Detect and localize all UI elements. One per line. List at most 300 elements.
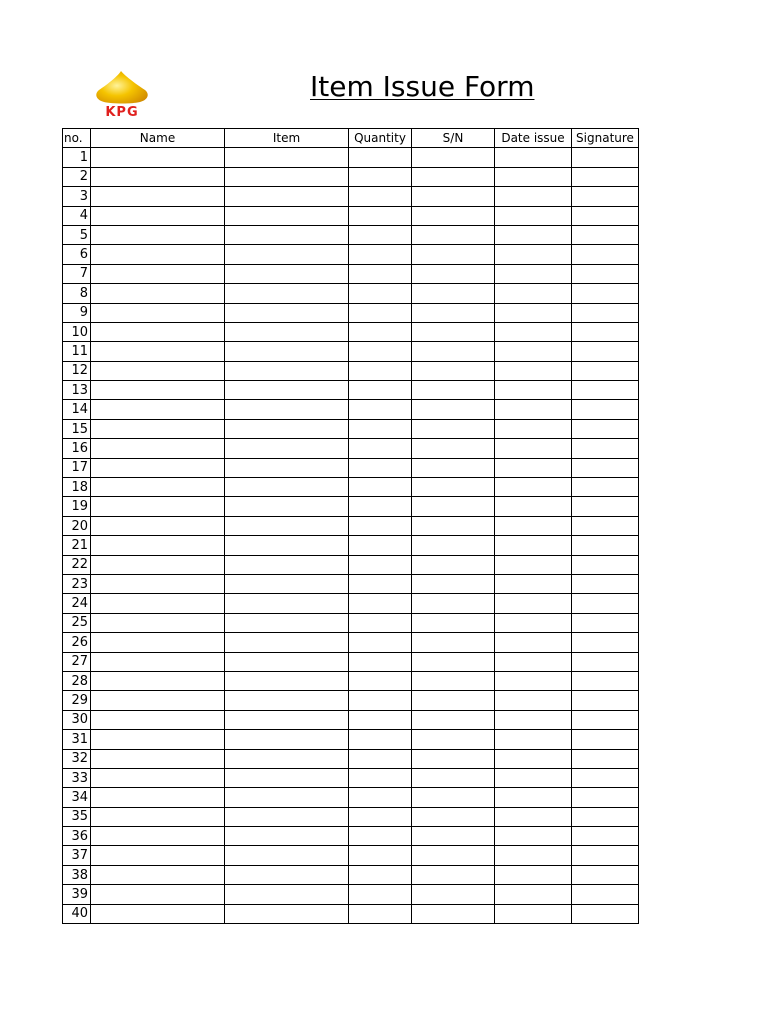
signature-cell[interactable]	[572, 458, 639, 477]
row-number: 20	[63, 516, 91, 535]
signature-cell[interactable]	[572, 167, 639, 186]
name-cell[interactable]	[91, 516, 225, 535]
row-number: 26	[63, 633, 91, 652]
row-number: 14	[63, 400, 91, 419]
item-cell[interactable]	[225, 710, 349, 729]
signature-cell[interactable]	[572, 342, 639, 361]
serial-number-cell[interactable]	[412, 749, 495, 768]
signature-cell[interactable]	[572, 322, 639, 341]
item-cell[interactable]	[225, 904, 349, 923]
item-cell[interactable]	[225, 652, 349, 671]
signature-cell[interactable]	[572, 691, 639, 710]
table-row	[63, 904, 639, 923]
table-row	[63, 206, 639, 225]
date-issue-cell[interactable]	[495, 381, 572, 400]
date-issue-cell[interactable]	[495, 788, 572, 807]
item-cell[interactable]	[225, 749, 349, 768]
row-number: 22	[63, 555, 91, 574]
kpg-logo	[94, 70, 150, 124]
date-issue-cell[interactable]	[495, 400, 572, 419]
name-cell[interactable]	[91, 594, 225, 613]
signature-cell[interactable]	[572, 846, 639, 865]
signature-cell[interactable]	[572, 788, 639, 807]
item-cell[interactable]	[225, 730, 349, 749]
name-cell[interactable]	[91, 768, 225, 787]
table-row	[63, 613, 639, 632]
name-cell[interactable]	[91, 419, 225, 438]
serial-number-cell[interactable]	[412, 594, 495, 613]
name-cell[interactable]	[91, 633, 225, 652]
name-cell[interactable]	[91, 691, 225, 710]
serial-number-cell[interactable]	[412, 807, 495, 826]
serial-number-cell[interactable]	[412, 361, 495, 380]
serial-number-cell[interactable]	[412, 400, 495, 419]
header-date-issue: Date issue	[495, 129, 572, 148]
serial-number-cell[interactable]	[412, 167, 495, 186]
table-row	[63, 167, 639, 186]
row-number: 9	[63, 303, 91, 322]
item-cell[interactable]	[225, 245, 349, 264]
item-cell[interactable]	[225, 148, 349, 167]
serial-number-cell[interactable]	[412, 225, 495, 244]
name-cell[interactable]	[91, 439, 225, 458]
quantity-cell[interactable]	[349, 225, 412, 244]
date-issue-cell[interactable]	[495, 555, 572, 574]
quantity-cell[interactable]	[349, 594, 412, 613]
quantity-cell[interactable]	[349, 516, 412, 535]
signature-cell[interactable]	[572, 865, 639, 884]
signature-cell[interactable]	[572, 206, 639, 225]
name-cell[interactable]	[91, 361, 225, 380]
table-row	[63, 439, 639, 458]
row-number: 27	[63, 652, 91, 671]
quantity-cell[interactable]	[349, 167, 412, 186]
table-row	[63, 245, 639, 264]
date-issue-cell[interactable]	[495, 264, 572, 283]
row-number: 28	[63, 671, 91, 690]
name-cell[interactable]	[91, 730, 225, 749]
signature-cell[interactable]	[572, 439, 639, 458]
date-issue-cell[interactable]	[495, 439, 572, 458]
signature-cell[interactable]	[572, 768, 639, 787]
signature-cell[interactable]	[572, 303, 639, 322]
item-cell[interactable]	[225, 303, 349, 322]
date-issue-cell[interactable]	[495, 322, 572, 341]
serial-number-cell[interactable]	[412, 827, 495, 846]
table-row	[63, 225, 639, 244]
quantity-cell[interactable]	[349, 652, 412, 671]
table-row	[63, 788, 639, 807]
date-issue-cell[interactable]	[495, 652, 572, 671]
serial-number-cell[interactable]	[412, 439, 495, 458]
date-issue-cell[interactable]	[495, 536, 572, 555]
row-number: 40	[63, 904, 91, 923]
quantity-cell[interactable]	[349, 827, 412, 846]
serial-number-cell[interactable]	[412, 865, 495, 884]
name-cell[interactable]	[91, 652, 225, 671]
date-issue-cell[interactable]	[495, 768, 572, 787]
header-serial-number: S/N	[412, 129, 495, 148]
signature-cell[interactable]	[572, 419, 639, 438]
row-number: 2	[63, 167, 91, 186]
item-cell[interactable]	[225, 885, 349, 904]
signature-cell[interactable]	[572, 245, 639, 264]
serial-number-cell[interactable]	[412, 730, 495, 749]
table-row	[63, 381, 639, 400]
name-cell[interactable]	[91, 807, 225, 826]
signature-cell[interactable]	[572, 555, 639, 574]
table-row	[63, 691, 639, 710]
table-row	[63, 536, 639, 555]
quantity-cell[interactable]	[349, 206, 412, 225]
date-issue-cell[interactable]	[495, 245, 572, 264]
name-cell[interactable]	[91, 400, 225, 419]
name-cell[interactable]	[91, 749, 225, 768]
serial-number-cell[interactable]	[412, 652, 495, 671]
name-cell[interactable]	[91, 245, 225, 264]
serial-number-cell[interactable]	[412, 245, 495, 264]
date-issue-cell[interactable]	[495, 225, 572, 244]
name-cell[interactable]	[91, 827, 225, 846]
table-row	[63, 574, 639, 593]
quantity-cell[interactable]	[349, 536, 412, 555]
table-row	[63, 400, 639, 419]
quantity-cell[interactable]	[349, 439, 412, 458]
date-issue-cell[interactable]	[495, 691, 572, 710]
name-cell[interactable]	[91, 574, 225, 593]
date-issue-cell[interactable]	[495, 846, 572, 865]
serial-number-cell[interactable]	[412, 671, 495, 690]
signature-cell[interactable]	[572, 749, 639, 768]
table-row	[63, 555, 639, 574]
name-cell[interactable]	[91, 555, 225, 574]
row-number: 29	[63, 691, 91, 710]
item-cell[interactable]	[225, 865, 349, 884]
row-number: 8	[63, 284, 91, 303]
date-issue-cell[interactable]	[495, 827, 572, 846]
signature-cell[interactable]	[572, 807, 639, 826]
date-issue-cell[interactable]	[495, 671, 572, 690]
table-row	[63, 322, 639, 341]
quantity-cell[interactable]	[349, 400, 412, 419]
row-number: 13	[63, 381, 91, 400]
table-row	[63, 865, 639, 884]
item-cell[interactable]	[225, 284, 349, 303]
item-cell[interactable]	[225, 187, 349, 206]
table-row	[63, 264, 639, 283]
quantity-cell[interactable]	[349, 245, 412, 264]
signature-cell[interactable]	[572, 225, 639, 244]
quantity-cell[interactable]	[349, 633, 412, 652]
quantity-cell[interactable]	[349, 478, 412, 497]
quantity-cell[interactable]	[349, 322, 412, 341]
quantity-cell[interactable]	[349, 264, 412, 283]
name-cell[interactable]	[91, 381, 225, 400]
item-cell[interactable]	[225, 807, 349, 826]
table-row	[63, 730, 639, 749]
date-issue-cell[interactable]	[495, 284, 572, 303]
name-cell[interactable]	[91, 284, 225, 303]
table-row	[63, 749, 639, 768]
signature-cell[interactable]	[572, 400, 639, 419]
item-cell[interactable]	[225, 497, 349, 516]
date-issue-cell[interactable]	[495, 361, 572, 380]
table-row	[63, 594, 639, 613]
page-title: Item Issue Form	[310, 70, 535, 103]
signature-cell[interactable]	[572, 284, 639, 303]
quantity-cell[interactable]	[349, 419, 412, 438]
table-row	[63, 652, 639, 671]
serial-number-cell[interactable]	[412, 904, 495, 923]
quantity-cell[interactable]	[349, 381, 412, 400]
item-cell[interactable]	[225, 400, 349, 419]
row-number: 35	[63, 807, 91, 826]
item-cell[interactable]	[225, 458, 349, 477]
name-cell[interactable]	[91, 342, 225, 361]
name-cell[interactable]	[91, 458, 225, 477]
serial-number-cell[interactable]	[412, 633, 495, 652]
quantity-cell[interactable]	[349, 458, 412, 477]
signature-cell[interactable]	[572, 671, 639, 690]
date-issue-cell[interactable]	[495, 458, 572, 477]
item-cell[interactable]	[225, 768, 349, 787]
date-issue-cell[interactable]	[495, 148, 572, 167]
row-number: 1	[63, 148, 91, 167]
serial-number-cell[interactable]	[412, 555, 495, 574]
serial-number-cell[interactable]	[412, 322, 495, 341]
date-issue-cell[interactable]	[495, 885, 572, 904]
signature-cell[interactable]	[572, 730, 639, 749]
serial-number-cell[interactable]	[412, 768, 495, 787]
date-issue-cell[interactable]	[495, 613, 572, 632]
quantity-cell[interactable]	[349, 187, 412, 206]
item-cell[interactable]	[225, 671, 349, 690]
item-cell[interactable]	[225, 536, 349, 555]
quantity-cell[interactable]	[349, 904, 412, 923]
item-cell[interactable]	[225, 613, 349, 632]
quantity-cell[interactable]	[349, 613, 412, 632]
date-issue-cell[interactable]	[495, 342, 572, 361]
signature-cell[interactable]	[572, 381, 639, 400]
date-issue-cell[interactable]	[495, 730, 572, 749]
item-cell[interactable]	[225, 361, 349, 380]
quantity-cell[interactable]	[349, 574, 412, 593]
name-cell[interactable]	[91, 167, 225, 186]
name-cell[interactable]	[91, 264, 225, 283]
item-cell[interactable]	[225, 691, 349, 710]
item-cell[interactable]	[225, 206, 349, 225]
item-cell[interactable]	[225, 167, 349, 186]
date-issue-cell[interactable]	[495, 419, 572, 438]
serial-number-cell[interactable]	[412, 516, 495, 535]
item-cell[interactable]	[225, 419, 349, 438]
table-row	[63, 827, 639, 846]
item-cell[interactable]	[225, 342, 349, 361]
item-cell[interactable]	[225, 322, 349, 341]
signature-cell[interactable]	[572, 827, 639, 846]
serial-number-cell[interactable]	[412, 788, 495, 807]
quantity-cell[interactable]	[349, 865, 412, 884]
date-issue-cell[interactable]	[495, 303, 572, 322]
table-row	[63, 671, 639, 690]
quantity-cell[interactable]	[349, 497, 412, 516]
signature-cell[interactable]	[572, 652, 639, 671]
quantity-cell[interactable]	[349, 671, 412, 690]
name-cell[interactable]	[91, 865, 225, 884]
name-cell[interactable]	[91, 536, 225, 555]
serial-number-cell[interactable]	[412, 536, 495, 555]
name-cell[interactable]	[91, 904, 225, 923]
quantity-cell[interactable]	[349, 555, 412, 574]
quantity-cell[interactable]	[349, 885, 412, 904]
serial-number-cell[interactable]	[412, 187, 495, 206]
item-cell[interactable]	[225, 478, 349, 497]
serial-number-cell[interactable]	[412, 206, 495, 225]
serial-number-cell[interactable]	[412, 264, 495, 283]
item-cell[interactable]	[225, 827, 349, 846]
name-cell[interactable]	[91, 613, 225, 632]
name-cell[interactable]	[91, 187, 225, 206]
signature-cell[interactable]	[572, 885, 639, 904]
quantity-cell[interactable]	[349, 691, 412, 710]
name-cell[interactable]	[91, 710, 225, 729]
row-number: 18	[63, 478, 91, 497]
row-number: 11	[63, 342, 91, 361]
signature-cell[interactable]	[572, 594, 639, 613]
date-issue-cell[interactable]	[495, 516, 572, 535]
quantity-cell[interactable]	[349, 768, 412, 787]
signature-cell[interactable]	[572, 633, 639, 652]
item-cell[interactable]	[225, 225, 349, 244]
date-issue-cell[interactable]	[495, 865, 572, 884]
table-row	[63, 710, 639, 729]
item-cell[interactable]	[225, 555, 349, 574]
row-number: 12	[63, 361, 91, 380]
item-cell[interactable]	[225, 264, 349, 283]
row-number: 15	[63, 419, 91, 438]
row-number: 5	[63, 225, 91, 244]
serial-number-cell[interactable]	[412, 458, 495, 477]
row-number: 7	[63, 264, 91, 283]
name-cell[interactable]	[91, 225, 225, 244]
serial-number-cell[interactable]	[412, 497, 495, 516]
date-issue-cell[interactable]	[495, 904, 572, 923]
date-issue-cell[interactable]	[495, 807, 572, 826]
name-cell[interactable]	[91, 322, 225, 341]
name-cell[interactable]	[91, 478, 225, 497]
row-number: 25	[63, 613, 91, 632]
table-row	[63, 885, 639, 904]
serial-number-cell[interactable]	[412, 710, 495, 729]
quantity-cell[interactable]	[349, 303, 412, 322]
item-cell[interactable]	[225, 516, 349, 535]
name-cell[interactable]	[91, 206, 225, 225]
serial-number-cell[interactable]	[412, 148, 495, 167]
name-cell[interactable]	[91, 788, 225, 807]
serial-number-cell[interactable]	[412, 478, 495, 497]
serial-number-cell[interactable]	[412, 303, 495, 322]
name-cell[interactable]	[91, 303, 225, 322]
table-row	[63, 361, 639, 380]
signature-cell[interactable]	[572, 536, 639, 555]
serial-number-cell[interactable]	[412, 613, 495, 632]
serial-number-cell[interactable]	[412, 574, 495, 593]
name-cell[interactable]	[91, 671, 225, 690]
quantity-cell[interactable]	[349, 710, 412, 729]
signature-cell[interactable]	[572, 497, 639, 516]
header-item: Item	[225, 129, 349, 148]
serial-number-cell[interactable]	[412, 342, 495, 361]
signature-cell[interactable]	[572, 613, 639, 632]
serial-number-cell[interactable]	[412, 381, 495, 400]
date-issue-cell[interactable]	[495, 574, 572, 593]
quantity-cell[interactable]	[349, 749, 412, 768]
quantity-cell[interactable]	[349, 148, 412, 167]
date-issue-cell[interactable]	[495, 594, 572, 613]
row-number: 34	[63, 788, 91, 807]
name-cell[interactable]	[91, 846, 225, 865]
quantity-cell[interactable]	[349, 342, 412, 361]
name-cell[interactable]	[91, 148, 225, 167]
date-issue-cell[interactable]	[495, 497, 572, 516]
signature-cell[interactable]	[572, 904, 639, 923]
quantity-cell[interactable]	[349, 788, 412, 807]
item-cell[interactable]	[225, 381, 349, 400]
row-number: 30	[63, 710, 91, 729]
row-number: 17	[63, 458, 91, 477]
item-cell[interactable]	[225, 574, 349, 593]
serial-number-cell[interactable]	[412, 419, 495, 438]
quantity-cell[interactable]	[349, 361, 412, 380]
signature-cell[interactable]	[572, 478, 639, 497]
item-cell[interactable]	[225, 594, 349, 613]
name-cell[interactable]	[91, 497, 225, 516]
date-issue-cell[interactable]	[495, 710, 572, 729]
item-cell[interactable]	[225, 788, 349, 807]
row-number: 23	[63, 574, 91, 593]
date-issue-cell[interactable]	[495, 749, 572, 768]
date-issue-cell[interactable]	[495, 206, 572, 225]
signature-cell[interactable]	[572, 264, 639, 283]
date-issue-cell[interactable]	[495, 167, 572, 186]
name-cell[interactable]	[91, 885, 225, 904]
item-cell[interactable]	[225, 633, 349, 652]
signature-cell[interactable]	[572, 516, 639, 535]
table-row	[63, 303, 639, 322]
signature-cell[interactable]	[572, 710, 639, 729]
quantity-cell[interactable]	[349, 807, 412, 826]
date-issue-cell[interactable]	[495, 478, 572, 497]
date-issue-cell[interactable]	[495, 633, 572, 652]
serial-number-cell[interactable]	[412, 846, 495, 865]
signature-cell[interactable]	[572, 187, 639, 206]
item-cell[interactable]	[225, 846, 349, 865]
serial-number-cell[interactable]	[412, 691, 495, 710]
quantity-cell[interactable]	[349, 846, 412, 865]
quantity-cell[interactable]	[349, 284, 412, 303]
serial-number-cell[interactable]	[412, 885, 495, 904]
signature-cell[interactable]	[572, 361, 639, 380]
quantity-cell[interactable]	[349, 730, 412, 749]
table-row	[63, 419, 639, 438]
signature-cell[interactable]	[572, 574, 639, 593]
table-row	[63, 846, 639, 865]
serial-number-cell[interactable]	[412, 284, 495, 303]
signature-cell[interactable]	[572, 148, 639, 167]
item-cell[interactable]	[225, 439, 349, 458]
table-row	[63, 284, 639, 303]
date-issue-cell[interactable]	[495, 187, 572, 206]
